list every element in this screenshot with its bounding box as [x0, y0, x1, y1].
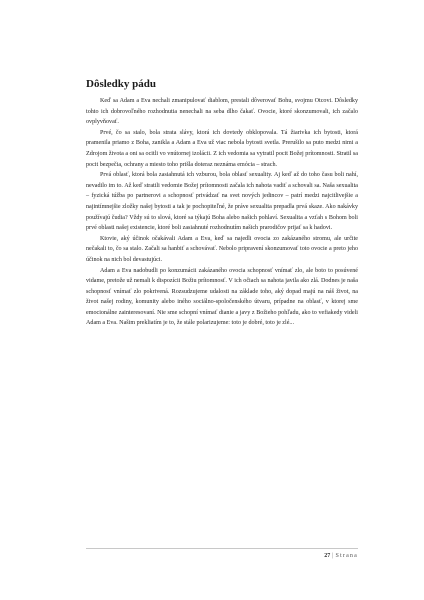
page-number: 27: [324, 553, 331, 559]
footer-divider: [86, 548, 358, 549]
page-label: Strana: [335, 553, 358, 559]
body-text: [86, 96, 358, 329]
paragraph: Prvé, čo sa stalo, bola strata slávy, ktorá ich dovtedy obklopovala. Tá žiarivka ich bytosti, ktorá pramenila priamo z Boha, zanikla a Adam a Eva už viac nebola bytosti svetla. Prerušilo sa puto medzi nimi a Zdrojom života a oni sa ocitli vo vnútornej izolácii. Z ich vedomia sa vytratil pocit Božej prítomnosti. Stratil sa pocit bezpečia, ochrany a miesto toho prišla doteraz neznáma emócia – strach.: [86, 129, 358, 168]
footer-separator: |: [332, 553, 334, 559]
paragraph: Prvá oblasť, ktorá bola zasiahnutá ich vzburou, bola oblasť sexuality. Aj keď až do toho času boli nahí, nevadilo im to. Až keď stratili vedomie Božej prítomnosti začala ich nahota vadiť a schovali sa. Naša sexualita – fyzická túžba po partnerovi a schopnosť privádzať na svet nových jedincov – patrí medzi najcitlivejšie a najintímnejšie zložky našej bytosti a tak je pochopiteľné, že práve sexualita prepadla prvá skaze. Ako nakávky používajú čudia? Vždy sú to slová, ktoré sa týkajú Boha alebo našich pohlaví. Sexualita a vzťah s Bohom boli prvé oblasti našej existencie, ktoré boli zasiahnuté rozhodnutím našich prarodičov prijať sa k hadovi.: [86, 172, 358, 232]
paragraph: Adam a Eva nadobudli po konzumácii zakázaného ovocia schopnosť vnímať zlo, ale boto to posúvené vidame, pretože už nemali k dispozícii Božiu prítomnosť. V ich očiach sa nahota javila ako zlá. Dodnes je naša schopnosť vnímať zlo pokrivená. Rozsudzujeme udalosti na základe toho, aký dopad majú na náš život, na život našej rodiny, komunity alebo iného sociálno-spoločenského útvaru, prípadne na oblasť, v ktorej sme emocionálne zainteresovaní. Nie sme schopní vnímať dianie a javy z Božieho pohľadu, ako to vefiakedy videli Adam a Eva. Našim prekliatím je to, že stále polarizujeme: toto je dobré, toto je zlé...: [86, 267, 358, 327]
paragraph: Keď sa Adam a Eva nechali zmanipulovať diablom, prestali dôverovať Bohu, svojmu Otcovi. Dôsledky tohto ich dobrovoľného rozhodnutia nenechali na seba dlho čakať. Ovocie, ktoré skonzumovali, ich začalo ovplyvňovať.: [86, 98, 358, 126]
section-heading: Dôsledky pádu: [86, 78, 157, 90]
paragraph: Ktovie, aký účinok očakávali Adam a Eva, keď sa najedli ovocia zo zakázaného stromu, ale určite nečakali to, čo sa stalo. Začali sa hanbiť a schovávať. Nebolo pripravení skonzumovať toto ovocie a preto jeho účinok na nich bol devastujúci.: [86, 235, 358, 263]
page-footer: [300, 553, 358, 559]
